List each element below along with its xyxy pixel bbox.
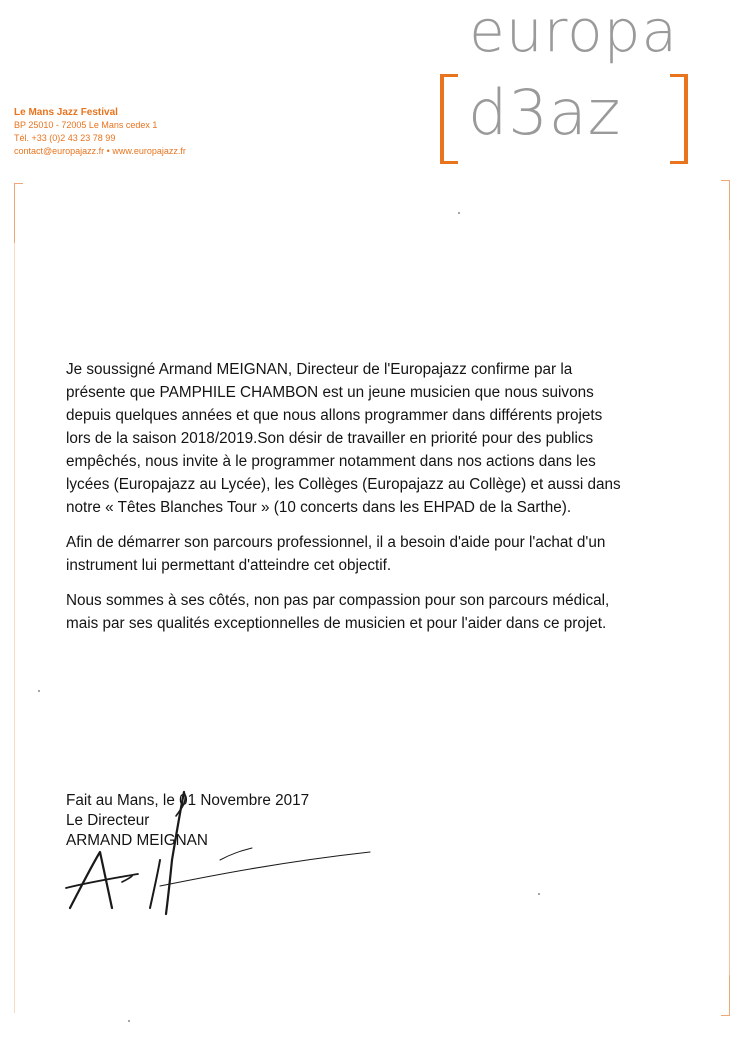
sender-address-line: BP 25010 - 72005 Le Mans cedex 1: [14, 120, 158, 130]
letter-paragraph: Nous sommes à ses côtés, non pas par compassion pour son parcours médical, mais par ses qualités exceptionnelles de musicien et pour l'aider dans ce projet.: [66, 592, 610, 632]
europajazz-logo: [368, 2, 688, 162]
logo-left-bracket: [440, 74, 458, 164]
sender-org-name: Le Mans Jazz Festival: [14, 107, 118, 118]
scan-speck: [38, 690, 40, 692]
sender-address: [14, 106, 186, 158]
logo-submark: d3az: [468, 76, 622, 149]
frame-line-left: [14, 243, 15, 1013]
letter-paragraph: Afin de démarrer son parcours professionnel, il a besoin d'aide pour l'achat d'un instrument lui permettant d'atteindre cet objectif.: [66, 534, 606, 574]
place-date: Fait au Mans, le 01 Novembre 2017: [66, 792, 310, 809]
signer-name: ARMAND MEIGNAN: [66, 832, 208, 849]
frame-line-right: [729, 240, 730, 975]
sender-contact: contact@europajazz.fr • www.europajazz.fr: [14, 146, 186, 156]
logo-wordmark: europa: [469, 0, 678, 65]
handwritten-signature: [60, 790, 390, 920]
scan-speck: [538, 893, 540, 895]
logo-right-bracket: [670, 74, 688, 164]
letter-paragraph: Je soussigné Armand MEIGNAN, Directeur de l'Europajazz confirme par la présente que PAMPHILE CHAMBON est un jeune musicien que nous suivons depuis quelques années et que nous allons programmer dans différents projets lors de la saison 2018/2019.Son désir de travailler en priorité pour des publics empêchés, nous invite à le programmer notamment dans nos actions dans les lycées (Europajazz au Lycée), les Collèges (Europajazz au Collège) et aussi dans notre « Têtes Blanches Tour » (10 concerts dans les EHPAD de la Sarthe).: [66, 361, 621, 516]
letter-body: [66, 358, 626, 647]
frame-corner-bottom-right: [721, 975, 730, 1016]
signer-role: Le Directeur: [66, 812, 150, 829]
frame-corner-top-right: [721, 180, 730, 241]
frame-corner-top-left: [14, 183, 23, 244]
scan-speck: [458, 212, 460, 214]
sender-phone: Tél. +33 (0)2 43 23 78 99: [14, 133, 116, 143]
scan-speck: [128, 1020, 130, 1022]
